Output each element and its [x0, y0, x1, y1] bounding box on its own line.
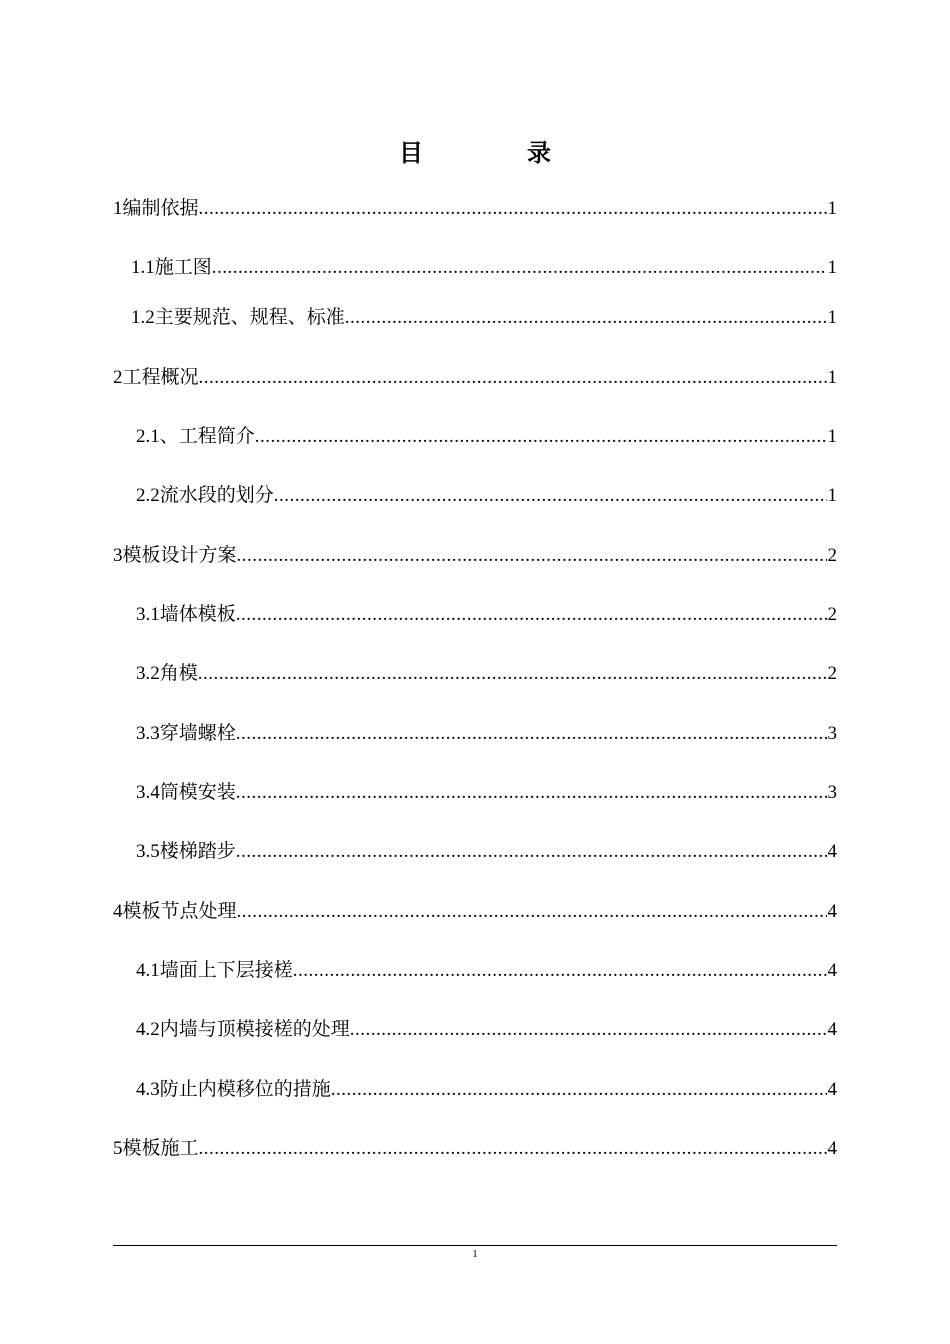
- toc-entry-label: 4.2内墙与顶模接槎的处理: [136, 1019, 350, 1040]
- toc-leader-dots: [350, 1017, 827, 1043]
- toc-entry-label: 3.4筒模安装: [136, 782, 236, 803]
- toc-entry-3-1[interactable]: [136, 602, 837, 628]
- toc-entry-1-2[interactable]: [131, 305, 837, 331]
- toc-entry-3-3[interactable]: [136, 721, 837, 747]
- toc-leader-dots: [331, 1077, 827, 1103]
- footer-page-number: 1: [472, 1248, 478, 1260]
- toc-entry-4-1[interactable]: [136, 958, 837, 984]
- toc-entry-label: 3.5楼梯踏步: [136, 841, 236, 862]
- toc-entry-3[interactable]: [113, 543, 837, 569]
- toc-entry-page: 1: [827, 307, 837, 328]
- toc-entry-label: 4.1墙面上下层接槎: [136, 960, 293, 981]
- toc-leader-dots: [293, 958, 827, 984]
- toc-entry-page: 1: [827, 426, 837, 447]
- toc-entry-label: 3模板设计方案: [113, 545, 237, 566]
- toc-leader-dots: [199, 1136, 827, 1162]
- toc-entry-label: 3.1墙体模板: [136, 604, 236, 625]
- toc-leader-dots: [345, 305, 827, 331]
- toc-entry-page: 2: [827, 545, 837, 566]
- toc-entry-page: 2: [827, 604, 837, 625]
- toc-entry-page: 1: [827, 198, 837, 219]
- toc-entry-3-5[interactable]: [136, 839, 837, 865]
- toc-entry-5[interactable]: [113, 1136, 837, 1162]
- toc-entry-label: 5模板施工: [113, 1138, 199, 1159]
- toc-entry-2-1[interactable]: [136, 424, 837, 450]
- toc-entry-page: 4: [827, 841, 837, 862]
- toc-entry-2-2[interactable]: [136, 483, 837, 509]
- toc-entry-label: 2.1、工程简介: [136, 426, 255, 447]
- toc-entry-4[interactable]: [113, 899, 837, 925]
- toc-entry-label: 1.1施工图: [131, 257, 212, 278]
- toc-entry-label: 4.3防止内模移位的措施: [136, 1079, 331, 1100]
- toc-leader-dots: [236, 839, 827, 865]
- toc-leader-dots: [199, 196, 827, 222]
- toc-entry-4-2[interactable]: [136, 1017, 837, 1043]
- toc-leader-dots: [237, 899, 827, 925]
- toc-entry-label: 3.3穿墙螺栓: [136, 723, 236, 744]
- toc-entry-page: 1: [827, 485, 837, 506]
- toc-entry-3-2[interactable]: [136, 661, 837, 687]
- toc-entry-page: 4: [827, 1079, 837, 1100]
- toc-entry-1-1[interactable]: [131, 255, 837, 281]
- toc-entry-label: 4模板节点处理: [113, 901, 237, 922]
- toc-entry-4-3[interactable]: [136, 1077, 837, 1103]
- toc-leader-dots: [237, 543, 827, 569]
- toc-leader-dots: [274, 483, 827, 509]
- toc-entry-page: 4: [827, 960, 837, 981]
- toc-entry-page: 2: [827, 663, 837, 684]
- toc-entry-page: 3: [827, 723, 837, 744]
- toc-leader-dots: [236, 721, 827, 747]
- toc-leader-dots: [198, 661, 827, 687]
- toc-entry-2[interactable]: [113, 365, 837, 391]
- toc-entry-1[interactable]: [113, 196, 837, 222]
- toc-entry-label: 2.2流水段的划分: [136, 485, 274, 506]
- toc-leader-dots: [199, 365, 827, 391]
- toc-entry-page: 4: [827, 1019, 837, 1040]
- toc-entry-page: 4: [827, 1138, 837, 1159]
- toc-entry-page: 4: [827, 901, 837, 922]
- toc-leader-dots: [236, 602, 827, 628]
- toc-entry-page: 1: [827, 257, 837, 278]
- toc-leader-dots: [236, 780, 827, 806]
- footer-divider: [113, 1245, 837, 1246]
- page-title: 目 录: [399, 141, 591, 167]
- toc-entry-page: 3: [827, 782, 837, 803]
- toc-entry-label: 2工程概况: [113, 367, 199, 388]
- toc-leader-dots: [255, 424, 827, 450]
- toc-entry-label: 1.2主要规范、规程、标准: [131, 307, 345, 328]
- toc-entry-3-4[interactable]: [136, 780, 837, 806]
- toc-leader-dots: [212, 255, 827, 281]
- toc-entry-label: 3.2角模: [136, 663, 198, 684]
- toc-entry-label: 1编制依据: [113, 198, 199, 219]
- toc-entry-page: 1: [827, 367, 837, 388]
